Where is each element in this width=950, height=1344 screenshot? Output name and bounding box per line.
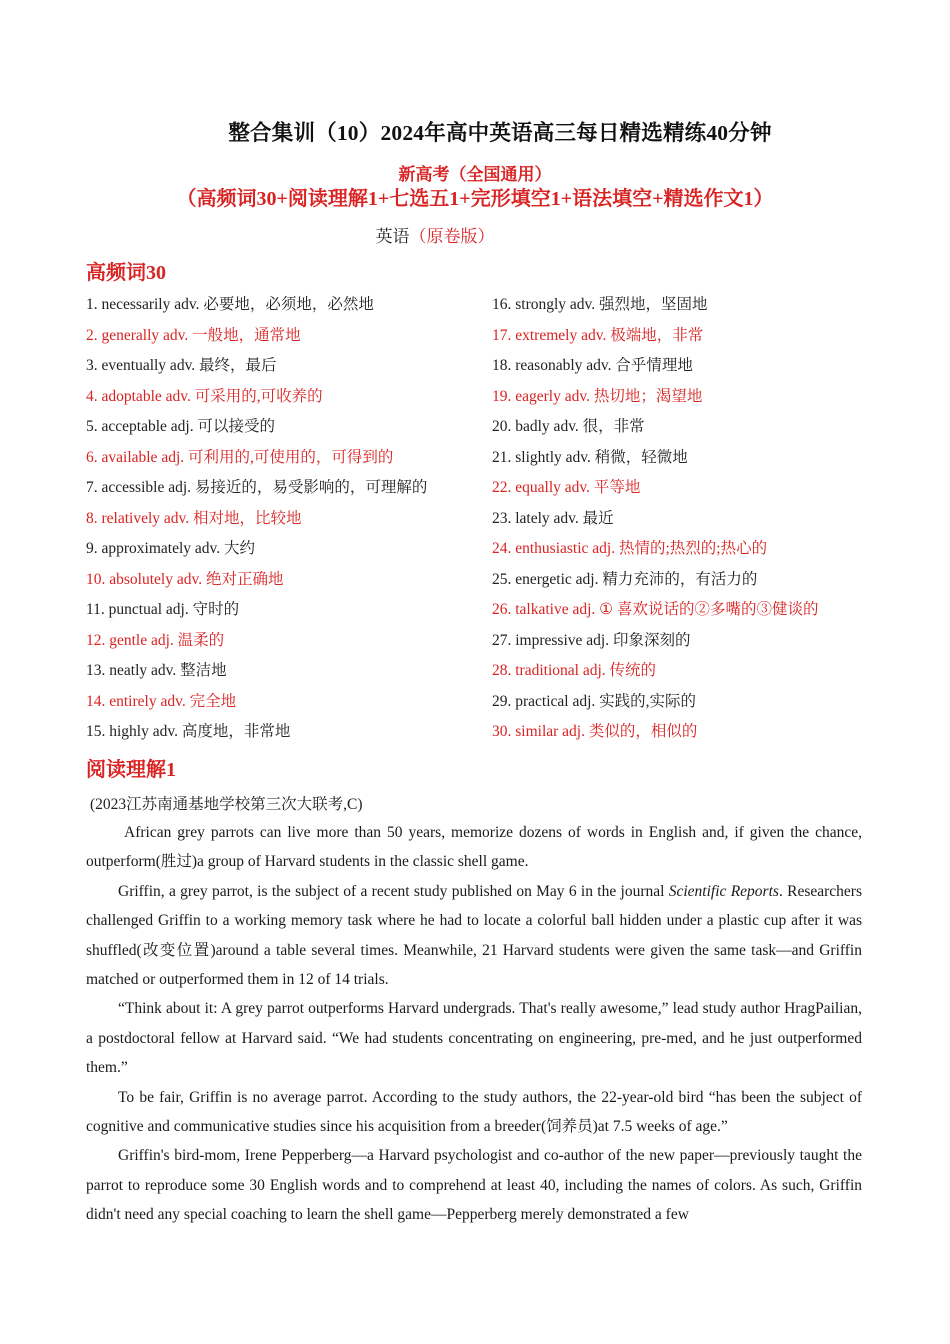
vocab-item: 23. lately adv. 最近 bbox=[492, 509, 614, 527]
vocab-item: 3. eventually adv. 最终，最后 bbox=[86, 357, 277, 374]
vocab-item: 18. reasonably adv. 合乎情理地 bbox=[492, 357, 693, 374]
subject-label: 英语 bbox=[375, 227, 410, 246]
vocab-heading: 高频词30 bbox=[86, 262, 166, 284]
vocab-item: 27. impressive adj. 印象深刻的 bbox=[492, 631, 691, 649]
journal-name: Scientific Reports bbox=[668, 882, 779, 900]
vocab-item: 9. approximately adv. 大约 bbox=[86, 540, 256, 557]
vocab-column-left bbox=[86, 292, 486, 750]
reading-heading: 阅读理解1 bbox=[86, 759, 176, 781]
passage-paragraph-3: “Think about it: A grey parrot outperforms Harvard undergrads. That's really awesome,” lead study author HragPailian, a postdoctoral fellow at Harvard said. “We had students concentrating on engineering, pre-med, and he just outperformed them.” bbox=[86, 1000, 862, 1077]
vocab-item: 19. eagerly adv. 热切地；渴望地 bbox=[492, 387, 703, 405]
vocab-item: 30. similar adj. 类似的，相似的 bbox=[492, 723, 698, 740]
vocab-item: 20. badly adv. 很，非常 bbox=[492, 418, 645, 435]
vocab-item: 22. equally adv. 平等地 bbox=[492, 479, 641, 496]
vocab-item: 21. slightly adv. 稍微，轻微地 bbox=[492, 448, 688, 466]
vocab-item: 28. traditional adj. 传统的 bbox=[492, 662, 657, 679]
passage-paragraph-1: African grey parrots can live more than 50 years, memorize dozens of words in English and, if given the chance, outperform(胜过)a group of Harvard students in the classic shell game. bbox=[86, 824, 862, 871]
vocab-item: 6. available adj. 可利用的,可使用的，可得到的 bbox=[86, 448, 394, 466]
subtitle-subject bbox=[0, 222, 870, 247]
vocab-item: 5. acceptable adj. 可以接受的 bbox=[86, 418, 275, 435]
vocab-item: 17. extremely adv. 极端地，非常 bbox=[492, 326, 704, 344]
vocab-item: 29. practical adj. 实践的,实际的 bbox=[492, 692, 697, 710]
vocab-item: 8. relatively adv. 相对地，比较地 bbox=[86, 509, 302, 527]
vocab-item: 24. enthusiastic adj. 热情的;热烈的;热心的 bbox=[492, 540, 768, 557]
vocab-item: 25. energetic adj. 精力充沛的，有活力的 bbox=[492, 570, 758, 588]
vocab-item: 7. accessible adj. 易接近的，易受影响的，可理解的 bbox=[86, 479, 428, 496]
vocab-item: 1. necessarily adv. 必要地，必须地，必然地 bbox=[86, 296, 374, 313]
vocab-item: 14. entirely adv. 完全地 bbox=[86, 692, 237, 710]
subtitle-sections: （高频词30+阅读理解1+七选五1+完形填空1+语法填空+精选作文1） bbox=[176, 188, 774, 210]
vocab-item: 15. highly adv. 高度地，非常地 bbox=[86, 723, 291, 740]
passage-paragraph-5: Griffin's bird-mom, Irene Pepperberg—a Harvard psychologist and co-author of the new paper—previously taught the parrot to reproduce some 30 English words and to comprehend at least 40, including the names of colors. As such, Griffin didn't need any special coaching to learn the shell game—Pepperberg merely demonstrated a few bbox=[86, 1147, 862, 1224]
vocab-item: 12. gentle adj. 温柔的 bbox=[86, 631, 225, 649]
reading-source: (2023江苏南通基地学校第三次大联考,C) bbox=[90, 796, 363, 813]
paragraph-2-part-a: Griffin, a grey parrot, is the subject of a recent study published on May 6 in the journal bbox=[118, 882, 669, 900]
passage-paragraph-4: To be fair, Griffin is no average parrot. According to the study authors, the 22-year-old bird “has been the subject of cognitive and communicative studies since his acquisition from a breeder(饲养员)at 7.5 weeks of age.” bbox=[86, 1088, 862, 1136]
subtitle-exam-type: 新高考（全国通用） bbox=[398, 165, 552, 184]
vocab-item: 26. talkative adj. ① 喜欢说话的②多嘴的③健谈的 bbox=[492, 601, 819, 618]
paragraph-2-part-b: . Researchers challenged Griffin to a working memory task where he had to locate a colorful ball hidden under a plastic cup after it was shuffled(改变位置)around a table several times. Meanwhile, 21 Harvard students were given the same task—and Griffin matched or outperformed them in 12 of 14 trials. bbox=[86, 882, 862, 989]
vocab-item: 10. absolutely adv. 绝对正确地 bbox=[86, 570, 284, 588]
vocab-item: 11. punctual adj. 守时的 bbox=[86, 601, 240, 618]
vocab-item: 4. adoptable adv. 可采用的,可收养的 bbox=[86, 387, 323, 405]
vocab-column-right bbox=[492, 292, 872, 750]
document-title: 整合集训（10）2024年高中英语高三每日精选精练40分钟 bbox=[228, 121, 772, 145]
vocab-item: 16. strongly adv. 强烈地，坚固地 bbox=[492, 296, 708, 313]
vocab-item: 2. generally adv. 一般地，通常地 bbox=[86, 326, 301, 344]
vocab-item: 13. neatly adv. 整洁地 bbox=[86, 662, 227, 679]
passage-paragraph-2 bbox=[86, 877, 862, 995]
edition-label: （原卷版） bbox=[409, 227, 495, 246]
reading-passage bbox=[86, 818, 862, 1230]
